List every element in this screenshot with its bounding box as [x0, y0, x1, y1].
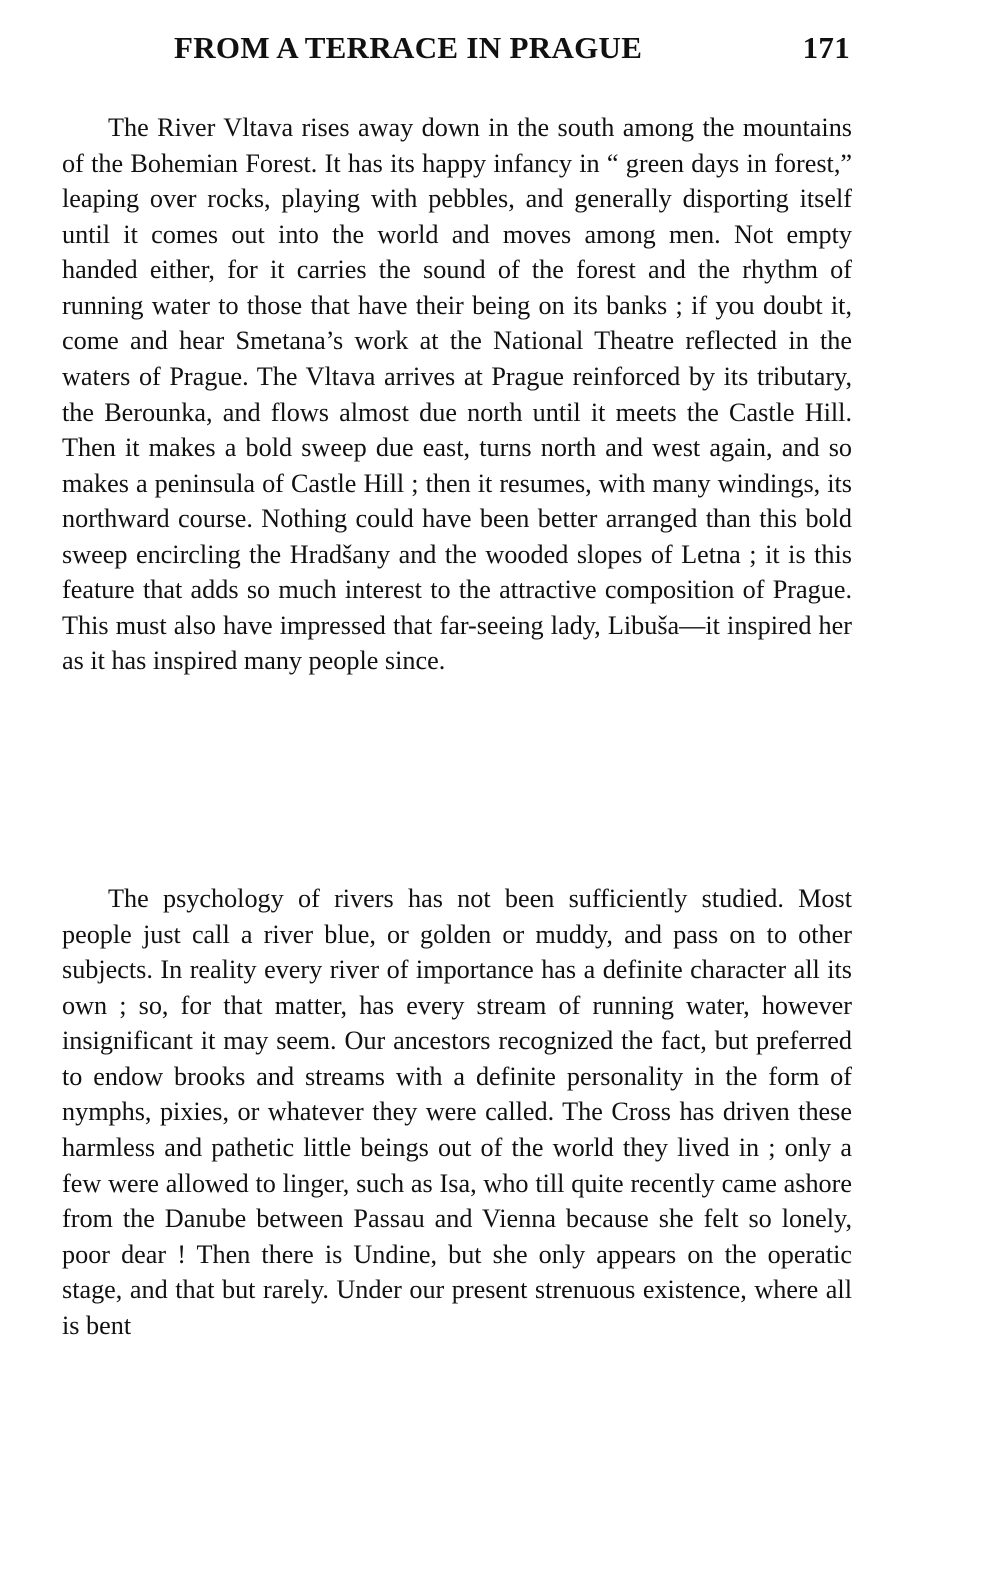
running-title: FROM A TERRACE IN PRAGUE	[174, 30, 643, 65]
paragraph-vltava-course: The River Vltava rises away down in the south among the mountains of the Bohemian Forest. It has its happy infancy in “ green days in forest,” leaping over rocks, playing with pebbles, and generally disporting itself until it comes out into the world and moves among men. Not empty handed either, for it carries the sound of the forest and the rhythm of running water to those that have their being on its banks ; if you doubt it, come and hear Smetana’s work at the National Theatre reflected in the waters of Prague. The Vltava arrives at Prague reinforced by its tributary, the Berounka, and flows almost due north until it meets the Castle Hill. Then it makes a bold sweep due east, turns north and west again, and so makes a peninsula of Castle Hill ; then it resumes, with many windings, its northward course. Nothing could have been better arranged than this bold sweep encircling the Hradšany and the wooded slopes of Letna ; it is this feature that adds so much interest to the attractive composition of Prague. This must also have impressed that far-seeing lady, Libuša—it inspired her as it has inspired many people since.	[62, 113, 852, 676]
paragraph-psychology-of-rivers: The psychology of rivers has not been sufficiently studied. Most people just call a river blue, or golden or muddy, and pass on to other subjects. In reality every river of importance has a definite character all its own ; so, for that matter, has every stream of running water, however insignificant it may seem. Our ancestors recognized the fact, but preferred to endow brooks and streams with a definite personality in the form of nymphs, pixies, or whatever they were called. The Cross has driven these harmless and pathetic little beings out of the world they lived in ; only a few were allowed to linger, such as Isa, who till quite recently came ashore from the Danube between Passau and Vienna because she felt so lonely, poor dear ! Then there is Undine, but she only appears on the operatic stage, and that but rarely. Under our present strenuous existence, where all is bent	[62, 884, 852, 1340]
running-head	[64, 30, 850, 74]
page-number: 171	[802, 30, 850, 65]
